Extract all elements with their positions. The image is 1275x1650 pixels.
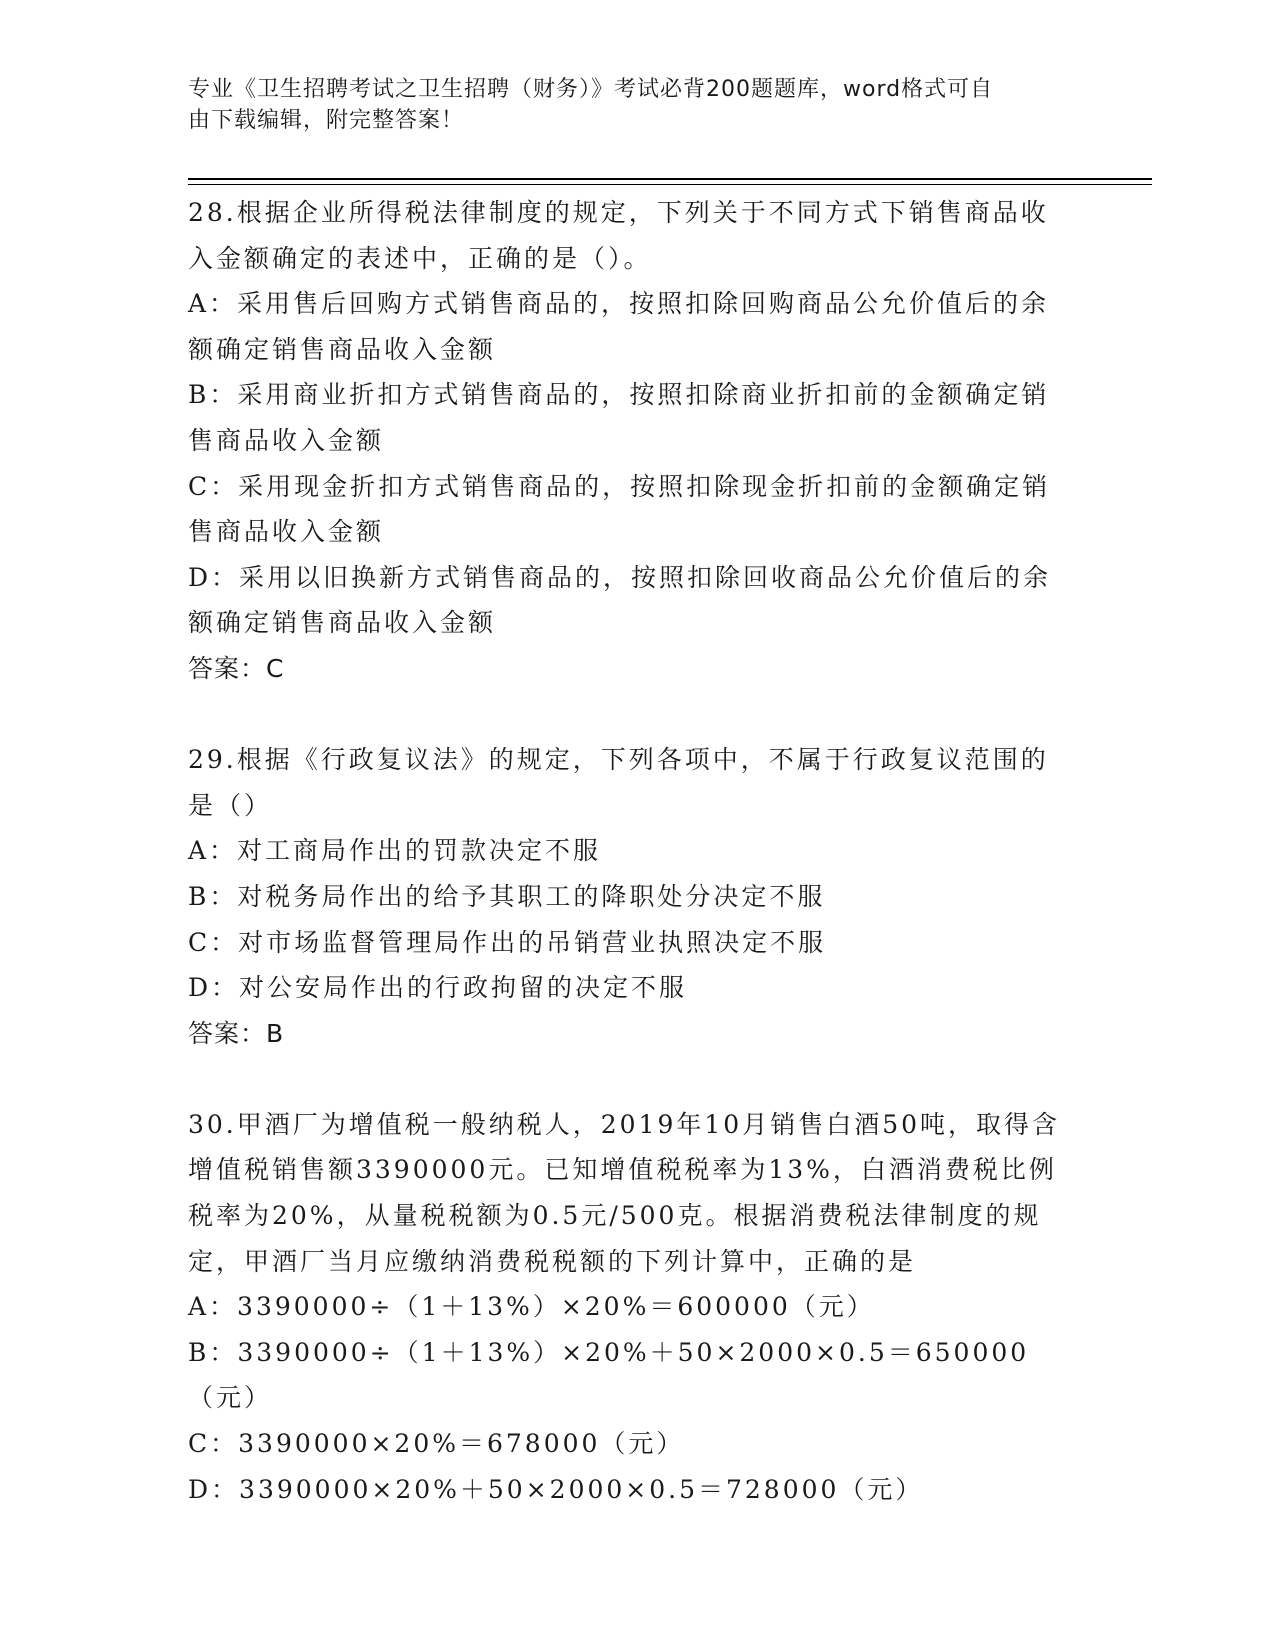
question-block: [188, 190, 1088, 692]
option-line: D：3390000×20%＋50×2000×0.5＝728000（元）: [188, 1474, 924, 1504]
question-spacer: [188, 1056, 1088, 1102]
document-header: [188, 74, 1068, 136]
question-stem-line: 是（）: [188, 790, 273, 820]
question-stem-line: 税率为20%，从量税税额为0.5元/500克。根据消费税法律制度的规: [188, 1201, 1042, 1231]
question-list: [188, 190, 1088, 1512]
option-line: C：对市场监督管理局作出的吊销营业执照决定不服: [188, 927, 827, 957]
option-line: B：对税务局作出的给予其职工的降职处分决定不服: [188, 881, 826, 911]
option-line: B：3390000÷（1＋13%）×20%＋50×2000×0.5＝650000（元）: [188, 1337, 1030, 1413]
answer-line: 答案：B: [188, 1018, 285, 1048]
question-spacer: [188, 692, 1088, 738]
option-line: D：采用以旧换新方式销售商品的，按照扣除回收商品公允价值后的余: [188, 562, 1052, 592]
option-line: C：采用现金折扣方式销售商品的，按照扣除现金折扣前的金额确定销: [188, 471, 1051, 501]
option-line: 额确定销售商品收入金额: [188, 608, 497, 638]
option-line: A：3390000÷（1＋13%）×20%＝600000（元）: [188, 1292, 875, 1322]
question-block: [188, 1102, 1088, 1512]
option-line: A：采用售后回购方式销售商品的，按照扣除回购商品公允价值后的余: [188, 289, 1050, 319]
option-line: D：对公安局作出的行政拘留的决定不服: [188, 973, 688, 1003]
question-block: [188, 737, 1088, 1056]
option-line: A：对工商局作出的罚款决定不服: [188, 836, 602, 866]
header-line-2: 由下载编辑，附完整答案！: [188, 108, 465, 133]
question-stem-line: 28.根据企业所得税法律制度的规定，下列关于不同方式下销售商品收: [188, 198, 1049, 227]
header-rule-thick: [188, 178, 1152, 180]
option-line: 售商品收入金额: [188, 517, 385, 547]
question-stem-line: 入金额确定的表述中，正确的是（）。: [188, 243, 652, 273]
option-line: B：采用商业折扣方式销售商品的，按照扣除商业折扣前的金额确定销: [188, 380, 1050, 410]
option-line: 售商品收入金额: [188, 425, 385, 455]
answer-line: 答案：C: [188, 653, 285, 683]
question-stem-line: 增值税销售额3390000元。已知增值税税率为13%，白酒消费税比例: [188, 1155, 1057, 1185]
question-stem-line: 30.甲酒厂为增值税一般纳税人，2019年10月销售白酒50吨，取得含: [188, 1109, 1061, 1139]
question-stem-line: 定，甲酒厂当月应缴纳消费税税额的下列计算中，正确的是: [188, 1246, 917, 1276]
option-line: 额确定销售商品收入金额: [188, 334, 497, 364]
question-stem-line: 29.根据《行政复议法》的规定，下列各项中，不属于行政复议范围的: [188, 745, 1049, 775]
header-rule-thin: [188, 184, 1152, 185]
header-line-1: 专业《卫生招聘考试之卫生招聘（财务）》考试必背200题题库，word格式可自: [188, 77, 994, 102]
option-line: C：3390000×20%＝678000（元）: [188, 1429, 685, 1459]
